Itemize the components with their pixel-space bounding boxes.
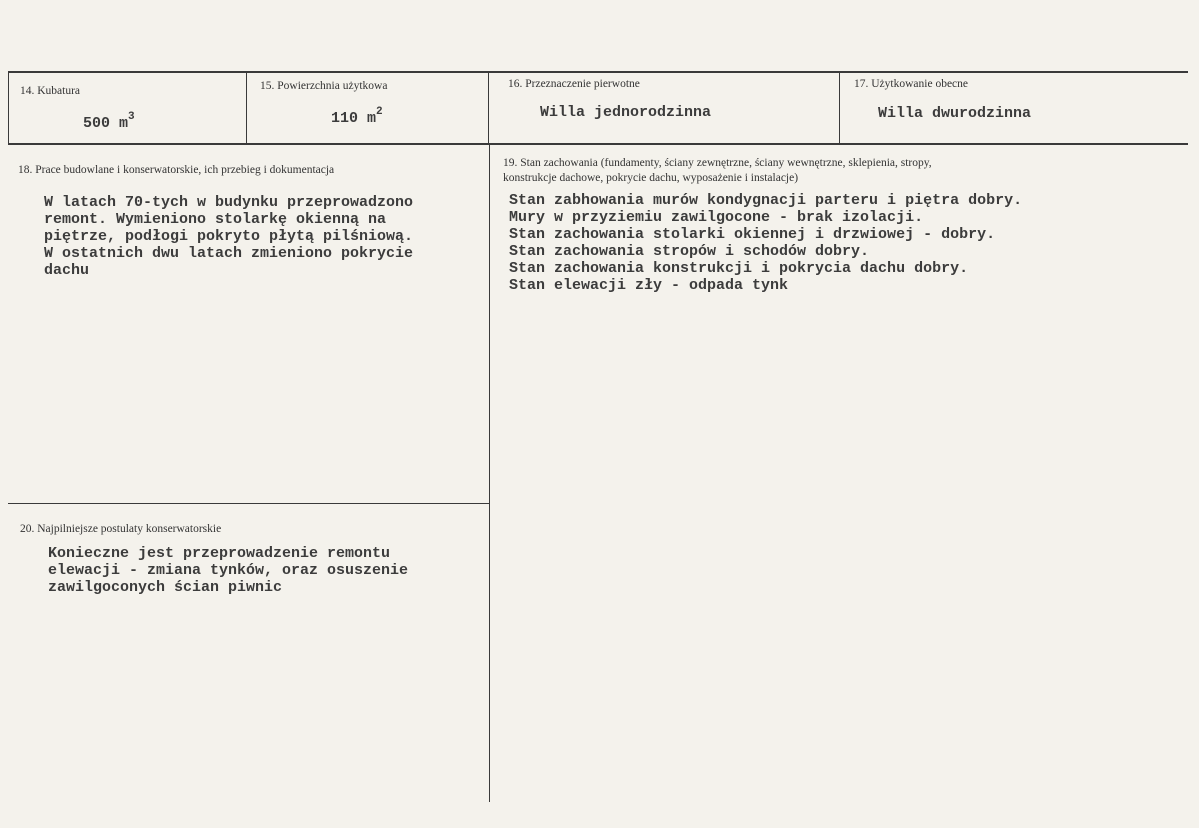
- kubatura-label: 14. Kubatura: [20, 85, 81, 97]
- left-edge-rule: [8, 71, 9, 145]
- stan-line: Stan elewacji zły - odpada tynk: [509, 277, 789, 294]
- divider-14-15: [246, 71, 247, 145]
- stan-line: Stan zachowania stropów i schodów dobry.: [509, 243, 870, 260]
- prace-line: remont. Wymieniono stolarkę okienną na: [44, 211, 387, 228]
- stan-label-line-1: 19. Stan zachowania (fundamenty, ściany zewnętrzne, ściany wewnętrzne, sklepienia, stropy,: [503, 157, 932, 169]
- prace-line: dachu: [44, 262, 90, 279]
- stan-line: Stan zachowania konstrukcji i pokrycia dachu dobry.: [509, 260, 969, 277]
- powierzchnia-number: 110 m: [331, 110, 377, 127]
- prace-text: [44, 194, 413, 279]
- postulaty-line: elewacji - zmiana tynków, oraz osuszenie: [48, 562, 409, 579]
- powierzchnia-label: 15. Powierzchnia użytkowa: [260, 80, 388, 92]
- postulaty-text: [48, 545, 408, 596]
- prace-line: piętrze, podłogi pokryto płytą pilśniową.: [44, 228, 414, 245]
- powierzchnia-value: [331, 106, 383, 127]
- uzytkowanie-value: Willa dwurodzinna: [878, 105, 1032, 122]
- stan-text: [509, 192, 1022, 294]
- prace-label: 18. Prace budowlane i konserwatorskie, ich przebieg i dokumentacja: [18, 164, 335, 176]
- stan-line: Stan zachowania stolarki okiennej i drzwiowej - dobry.: [509, 226, 996, 243]
- kubatura-value: [83, 111, 135, 132]
- przeznaczenie-value: Willa jednorodzinna: [540, 104, 712, 121]
- powierzchnia-unit-exponent: 2: [376, 106, 383, 118]
- uzytkowanie-label: 17. Użytkowanie obecne: [854, 78, 969, 90]
- kubatura-unit-exponent: 3: [128, 111, 135, 123]
- stan-line: Stan zabhowania murów kondygnacji parteru i piętra dobry.: [509, 192, 1023, 209]
- postulaty-label: 20. Najpilniejsze postulaty konserwatorskie: [20, 523, 222, 535]
- stan-label-line-2: konstrukcje dachowe, pokrycie dachu, wyposażenie i instalacje): [503, 172, 799, 184]
- row1-bottom-rule: [8, 143, 1188, 145]
- postulaty-line: zawilgoconych ścian piwnic: [48, 579, 283, 596]
- postulaty-line: Konieczne jest przeprowadzenie remontu: [48, 545, 391, 562]
- prace-line: W ostatnich dwu latach zmieniono pokrycie: [44, 245, 414, 262]
- divider-16-17: [839, 71, 840, 145]
- top-rule: [8, 71, 1188, 73]
- przeznaczenie-label: 16. Przeznaczenie pierwotne: [508, 78, 640, 90]
- prace-line: W latach 70-tych w budynku przeprowadzono: [44, 194, 414, 211]
- stan-line: Mury w przyziemiu zawilgocone - brak izolacji.: [509, 209, 924, 226]
- section18-bottom-rule: [8, 503, 489, 504]
- divider-15-16: [488, 71, 489, 145]
- main-column-divider: [489, 145, 490, 802]
- kubatura-number: 500 m: [83, 115, 129, 132]
